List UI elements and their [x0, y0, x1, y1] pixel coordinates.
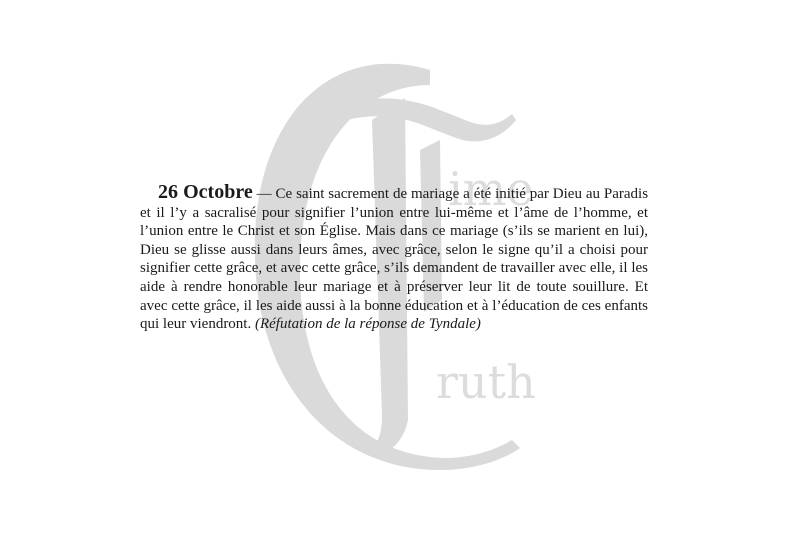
- watermark-word-ime: ime: [448, 162, 534, 216]
- entry-date: 26 Octobre: [158, 181, 253, 203]
- entry-text: Ce saint sacrement de mariage a été initié par Dieu au Paradis et il l’y a sacralisé pour signifier l’union entre lui-même et l’âme de l’homme, et l’union entre le Christ et son Église. Mais dans ce mariage (s’ils se marient en lui), Dieu se glisse aussi dans leurs âmes, avec grâce, selon le signe qu’il a choisi pour signifier cette grâce, et avec cette grâce, s’ils demandent de travailler avec elle, il les aide à rendre honorable leur mariage et à préserver leur lit de toute souillure. Et avec cette grâce, il les aide aussi à la bonne éducation et à l’éducation de ces enfants qui leur viendront.: [140, 186, 649, 333]
- entry-source: (Réfutation de la réponse de Tyndale): [254, 316, 481, 333]
- entry-dash: —: [256, 186, 272, 202]
- devotional-entry: [140, 183, 648, 334]
- watermark-word-ruth: ruth: [436, 355, 536, 409]
